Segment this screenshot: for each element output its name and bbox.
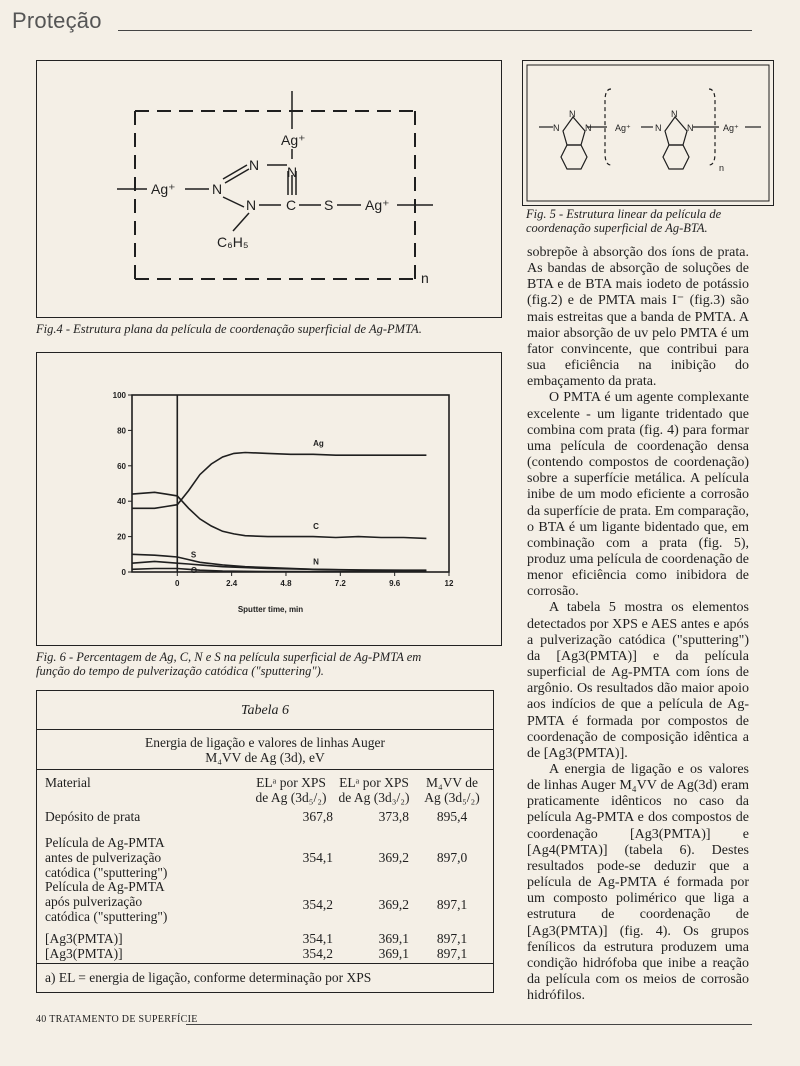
table-rule — [37, 769, 493, 770]
table-subtitle-line2: M₄VV de Ag (3d), eV — [205, 750, 325, 765]
col-header-material: Material — [45, 775, 91, 790]
material-line: catódica ("sputtering") — [45, 865, 168, 880]
x-tick-label: 4.8 — [280, 579, 292, 588]
material-line: antes de pulverização — [45, 850, 162, 865]
table-row-material — [45, 931, 215, 961]
material-line: [Ag3(PMTA)] — [45, 946, 123, 961]
fig5-n-d: N — [655, 123, 662, 133]
figure-6-chart — [37, 353, 501, 645]
material-line: Película de Ag-PMTA — [45, 835, 165, 850]
table-row-material: Depósito de prata — [45, 809, 141, 824]
fig5-n-subscript: n — [719, 163, 725, 173]
col-header-line: Ag (3d₅/₂) — [424, 790, 480, 805]
figure-5-structure — [523, 61, 773, 205]
fig4-n-subscript: n — [421, 270, 429, 286]
fig4-n4: N — [246, 197, 257, 213]
col-header-el-3d52 — [249, 775, 333, 805]
y-tick-label: 40 — [117, 497, 126, 507]
y-tick-label: 20 — [117, 532, 126, 542]
table-rule — [37, 729, 493, 730]
fig4-n2: N — [249, 157, 260, 173]
body-text-column — [527, 245, 749, 1004]
table-cell: 373,8 — [378, 809, 409, 824]
table-cell: 897,1 — [436, 897, 468, 912]
col-header-m4vv — [417, 775, 487, 805]
fig4-phenyl: C₆H₅ — [217, 234, 249, 250]
series-label-s: S — [190, 550, 197, 560]
fig4-c: C — [286, 197, 297, 213]
x-tick-label: 12 — [444, 579, 454, 588]
series-label-ag: Ag — [313, 438, 324, 448]
value-line: 897,1 — [436, 946, 468, 961]
figure-5-box — [522, 60, 774, 206]
table-cell: 897,0 — [436, 850, 468, 865]
table-subtitle — [37, 735, 493, 765]
figure-6-caption: Fig. 6 - Percentagem de Ag, C, N e S na película superficial de Ag-PMTA em função do tempo de pulverização catódica ("sputtering"). — [36, 650, 422, 678]
footer-label: 40 TRATAMENTO DE SUPERFÍCIE — [36, 1014, 198, 1025]
table-footnote: a) EL = energia de ligação, conforme determinação por XPS — [45, 970, 372, 985]
fig4-s: S — [324, 197, 334, 213]
series-label-o: O — [190, 566, 198, 576]
x-axis-label: Sputter time, min — [237, 605, 304, 614]
y-tick-label: 60 — [117, 461, 126, 471]
fig5-n-f: N — [687, 123, 694, 133]
table-cell — [417, 931, 487, 961]
footer-rule — [186, 1024, 752, 1025]
col-header-line: de Ag (3d₅/₂) — [255, 790, 327, 805]
fig5-ag-2: Ag⁺ — [723, 123, 739, 133]
figure-4-caption: Fig.4 - Estrutura plana da película de coordenação superficial de Ag-PMTA. — [36, 322, 422, 336]
col-header-line: M₄VV de — [425, 775, 479, 790]
fig4-ag-top: Ag⁺ — [281, 132, 306, 148]
y-tick-label: 100 — [112, 391, 126, 400]
y-tick-label: 0 — [121, 568, 126, 577]
body-paragraph: sobrepõe à absorção dos íons de prata. As bandas de absorção de soluções de BTA e de BTA mais iodeto de potássio (fig.2) e de PMTA mais I⁻ (fig.3) são mais estreitas que a banda de PMTA. A maior absorção de uv pelo PMTA é um fator convincente, que contribui para sua eficiência na inibição do embaçamento da prata. — [527, 245, 749, 390]
value-line: 369,1 — [378, 931, 409, 946]
table-row-material — [45, 835, 215, 880]
series-line-ag — [132, 453, 426, 509]
figure-4-box — [36, 60, 502, 318]
table-cell: 354,2 — [302, 897, 333, 912]
x-tick-label: 0 — [175, 579, 180, 588]
x-tick-label: 2.4 — [226, 579, 238, 588]
y-tick-label: 80 — [117, 426, 126, 436]
table-cell: 369,2 — [378, 897, 409, 912]
header-rule — [118, 30, 752, 31]
body-paragraph: A tabela 5 mostra os elementos detectados por XPS e AES antes e após a pulverização catódica ("sputtering") da [Ag3(PMTA)] e da película superficial de Ag-PMTA com íons de argônio. Os resultados dão maior apoio aos indícios de que a película de Ag-PMTA é formada por compostos de coordenação de composição idêntica a de [Ag3(PMTA)]. — [527, 600, 749, 761]
table-cell — [249, 931, 333, 961]
series-label-n: N — [313, 557, 319, 567]
figure-4-structure — [37, 61, 501, 317]
table-6 — [36, 690, 494, 993]
fig5-n-c: N — [585, 123, 592, 133]
material-line: [Ag3(PMTA)] — [45, 931, 123, 946]
col-header-line: ELᵃ por XPS — [256, 775, 326, 790]
col-header-el-3d32 — [333, 775, 415, 805]
table-cell: 354,1 — [302, 850, 333, 865]
table-subtitle-line1: Energia de ligação e valores de linhas Auger — [144, 735, 386, 750]
fig5-ag-1: Ag⁺ — [615, 123, 631, 133]
table-cell: 369,2 — [378, 850, 409, 865]
value-line: 354,1 — [302, 931, 333, 946]
series-line-c — [132, 492, 426, 538]
series-label-c: C — [313, 521, 319, 531]
table-cell — [337, 931, 409, 961]
col-header-line: ELᵃ por XPS — [339, 775, 409, 790]
fig4-ag-left: Ag⁺ — [151, 181, 176, 197]
material-line: após pulverização — [45, 894, 143, 909]
value-line: 354,2 — [302, 946, 333, 961]
fig4-n1: N — [212, 181, 223, 197]
fig5-n-e: N — [671, 109, 678, 119]
material-line: Película de Ag-PMTA — [45, 879, 165, 894]
x-tick-label: 9.6 — [389, 579, 401, 588]
value-line: 369,1 — [378, 946, 409, 961]
col-header-line: de Ag (3d₃/₂) — [338, 790, 410, 805]
material-line: catódica ("sputtering") — [45, 909, 168, 924]
plot-frame — [132, 395, 449, 572]
table-title: Tabela 6 — [240, 703, 290, 718]
fig5-n-b: N — [569, 109, 576, 119]
value-line: 897,1 — [436, 931, 468, 946]
table-cell: 367,8 — [302, 809, 333, 824]
table-row-material — [45, 879, 215, 924]
fig4-ag-right: Ag⁺ — [365, 197, 390, 213]
table-rule — [37, 963, 493, 964]
table-cell: 895,4 — [436, 809, 468, 824]
body-paragraph: O PMTA é um agente complexante excelente - um ligante tridentado que combina com prata (fig. 4) para formar uma película de coordenação densa (contendo compostos de coordenação) sobre a superfície metálica. A película inibe de um modo eficiente a corrosão da superfície de prata. Em comparação, o BTA é um ligante bidentado que, em combinação com a prata (fig. 5), produz uma película de coordenação de menor eficiência como inibidora de corrosão. — [527, 390, 749, 600]
x-tick-label: 7.2 — [334, 579, 346, 588]
body-paragraph: A energia de ligação e os valores de linhas Auger M₄VV de Ag(3d) eram praticamente idênticos no caso da película Ag-PMTA e dos compostos de coordenação [Ag3(PMTA)] e [Ag4(PMTA)] (tabela 6). Destes resultados pode-se deduzir que a película de Ag-PMTA é formada por um composto polimérico que liga a estrutura de coordenação de [Ag3(PMTA)] (fig. 4). Os grupos fenílicos da estrutura produzem uma condição hidrófoba que inibe a reação da película com os meios de corrosão hidrófilos. — [527, 762, 749, 1004]
section-title: Proteção — [12, 8, 102, 33]
figure-5-caption: Fig. 5 - Estrutura linear da película de coordenação superficial de Ag-BTA. — [526, 207, 722, 235]
fig4-n3: N — [287, 164, 298, 180]
fig5-n-a: N — [553, 123, 560, 133]
figure-6-box — [36, 352, 502, 646]
